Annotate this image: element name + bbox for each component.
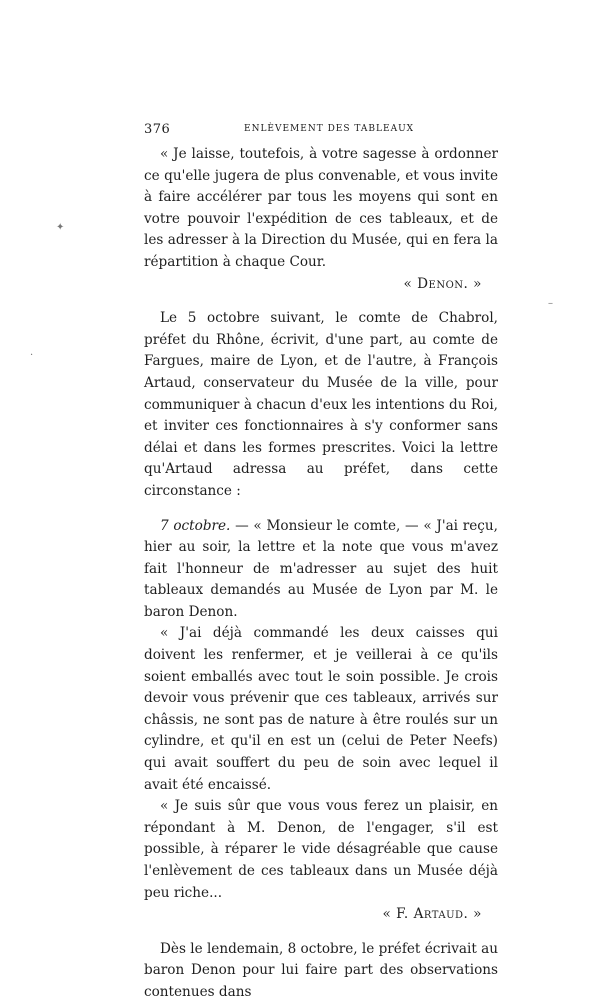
letter-paragraph: « J'ai déjà commandé les deux caisses qui doivent les renfermer, et je veillerai à ce qu'ils soient emballés avec tout le soin possible. Je crois devoir vous prévenir que ces tableaux, arrivés sur châssis, ne sont pas de nature à être roulés sur un cylindre, et qu'il en est un (celui de Peter Neefs) qui avait souffert du peu de soin avec lequel il avait été encaissé. [144,625,498,793]
page-header [144,122,498,140]
margin-speck: ✦ [56,222,65,233]
narrative-paragraph: Dès le lendemain, 8 octobre, le préfet écrivait au baron Denon pour lui faire part des observations contenues dans [144,940,498,1000]
letter-opening: — « Monsieur le comte, — « J'ai reçu, hier au soir, la lettre et la note que vous m'avez fait l'honneur de m'adresser au sujet des huit tableaux demandés au Musée de Lyon par M. le baron Denon. [144,517,498,620]
page-body [144,144,498,1004]
letter-paragraph: « Je suis sûr que vous vous ferez un plaisir, en répondant à M. Denon, de l'engager, s'il est possible, à réparer le vide désagréable que cause l'enlèvement de ces tableaux dans un Musée déjà peu riche... [144,798,498,901]
margin-speck: – [548,298,553,309]
margin-speck: · [30,350,34,361]
letter-date: 7 octobre. [160,517,231,534]
running-title: ENLÈVEMENT DES TABLEAUX [244,124,415,134]
narrative-paragraph: Le 5 octobre suivant, le comte de Chabrol, préfet du Rhône, écrivit, d'une part, au comte de Fargues, maire de Lyon, et de l'autre, à François Artaud, conservateur du Musée de la ville, pour communiquer à chacun d'eux les intentions du Roi, et inviter ces fonctionnaires à s'y conformer sans délai et dans les formes prescrites. Voici la lettre qu'Artaud adressa au préfet, dans cette circonstance : [144,310,498,499]
letter-paragraph-dated [144,516,498,624]
letter-paragraph: « Je laisse, toutefois, à votre sagesse à ordonner ce qu'elle jugera de plus convenable, et vous invite à faire accélérer par tous les moyens qui sont en votre pouvoir l'expédition de ces tableaux, et de les adresser à la Direction du Musée, qui en fera la répartition à chaque Cour. [144,146,498,270]
page-number: 376 [144,122,171,137]
signature-denon: « Denon. » [403,275,482,292]
signature-artaud: « F. Artaud. » [382,906,482,923]
